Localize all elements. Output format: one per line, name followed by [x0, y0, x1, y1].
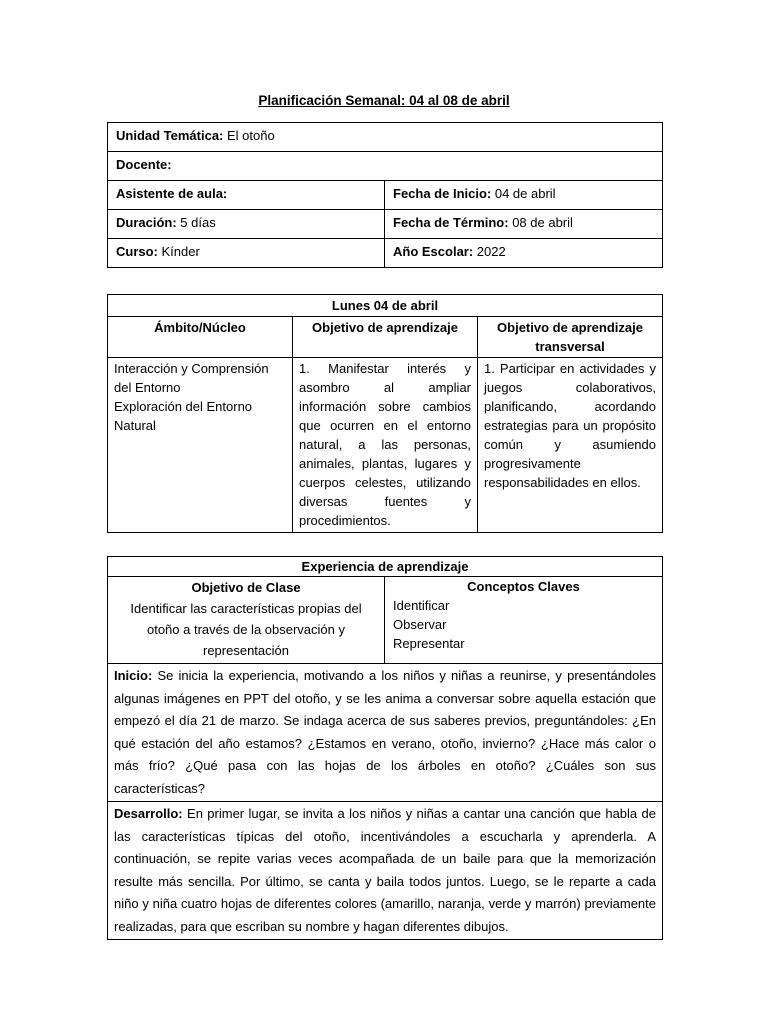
inicio-cell — [108, 664, 663, 802]
concepto-item: Observar — [393, 617, 447, 632]
asistente-label: Asistente de aula: — [116, 186, 228, 201]
unidad-value: El otoño — [223, 128, 275, 143]
anio-label: Año Escolar: — [393, 244, 474, 259]
concepto-item: Identificar — [393, 598, 450, 613]
fecha-termino-cell — [385, 210, 663, 239]
docente-label: Docente: — [116, 157, 172, 172]
ambito-line: Exploración del Entorno — [114, 399, 253, 414]
desarrollo-text: En primer lugar, se invita a los niños y niñas a cantar una canción que habla de las características típicas del otoño, incentivándoles a escucharla y aprenderla. A continuación, se repite varias veces acompañada de un baile para que la memorización resulte más sencilla. Por último, se canta y baila todos juntos. Luego, se le reparte a cada niño y niña cuatro hojas de diferentes colores (amarillo, naranja, verde y marrón) previamente realizadas, para que escriban su nombre y hagan diferentes dibujos. — [114, 806, 656, 934]
fecha-inicio-cell — [385, 181, 663, 210]
ambito-cell — [108, 358, 293, 533]
transversal-header: Objetivo de aprendizaje transversal — [478, 317, 663, 358]
experiencia-table — [107, 556, 663, 940]
docente-cell — [108, 152, 663, 181]
objetivo-clase-text: Identificar las características propias del otoño a través de la observación y representación — [130, 601, 362, 658]
ambito-line: Natural — [114, 418, 156, 433]
fecha-termino-label: Fecha de Término: — [393, 215, 509, 230]
ambito-header: Ámbito/Núcleo — [108, 317, 293, 358]
duracion-value: 5 días — [176, 215, 216, 230]
curso-label: Curso: — [116, 244, 158, 259]
concepto-item: Representar — [393, 636, 465, 651]
duracion-label: Duración: — [116, 215, 177, 230]
unidad-label: Unidad Temática: — [116, 128, 224, 143]
desarrollo-label: Desarrollo: — [114, 806, 183, 821]
inicio-text: Se inicia la experiencia, motivando a los niños y niñas a reunirse, y presentándoles algunas imágenes en PPT del otoño, y se les anima a conversar sobre aquella estación que empezó el día 21 de marzo. Se indaga acerca de sus saberes previos, preguntándoles: ¿En qué estación del año estamos? ¿Estamos en verano, otoño, invierno? ¿Hace más calor o más frío? ¿Qué pasa con las hojas de los árboles en otoño? ¿Cuáles son sus características? — [114, 668, 656, 796]
unidad-cell — [108, 123, 663, 152]
transversal-cell: 1. Participar en actividades y juegos colaborativos, planificando, acordando estrategias para un propósito común y asumiendo progresivamente responsabilidades en ellos. — [478, 358, 663, 533]
ambito-line: del Entorno — [114, 380, 181, 395]
desarrollo-cell — [108, 802, 663, 940]
anio-value: 2022 — [473, 244, 506, 259]
anio-cell — [385, 239, 663, 268]
conceptos-label: Conceptos Claves — [467, 579, 580, 594]
inicio-label: Inicio: — [114, 668, 153, 683]
duracion-cell — [108, 210, 385, 239]
info-table — [107, 122, 663, 268]
asistente-cell — [108, 181, 385, 210]
ambito-line: Interacción y Comprensión — [114, 361, 269, 376]
objetivo-cell: 1. Manifestar interés y asombro al ampliar información sobre cambios que ocurren en el entorno natural, a las personas, animales, plantas, lugares y cuerpos celestes, utilizando diversas fuentes y procedimientos. — [293, 358, 478, 533]
objetivo-clase-cell — [108, 577, 385, 664]
curso-value: Kínder — [157, 244, 200, 259]
objetivo-clase-label: Objetivo de Clase — [191, 580, 301, 595]
fecha-inicio-label: Fecha de Inicio: — [393, 186, 492, 201]
fecha-inicio-value: 04 de abril — [491, 186, 556, 201]
conceptos-cell — [385, 577, 663, 664]
curso-cell — [108, 239, 385, 268]
fecha-termino-value: 08 de abril — [508, 215, 573, 230]
experiencia-header: Experiencia de aprendizaje — [108, 557, 663, 577]
objetivo-header: Objetivo de aprendizaje — [293, 317, 478, 358]
day-header: Lunes 04 de abril — [108, 295, 663, 317]
day-table — [107, 294, 663, 533]
page-title: Planificación Semanal: 04 al 08 de abril — [258, 93, 510, 108]
